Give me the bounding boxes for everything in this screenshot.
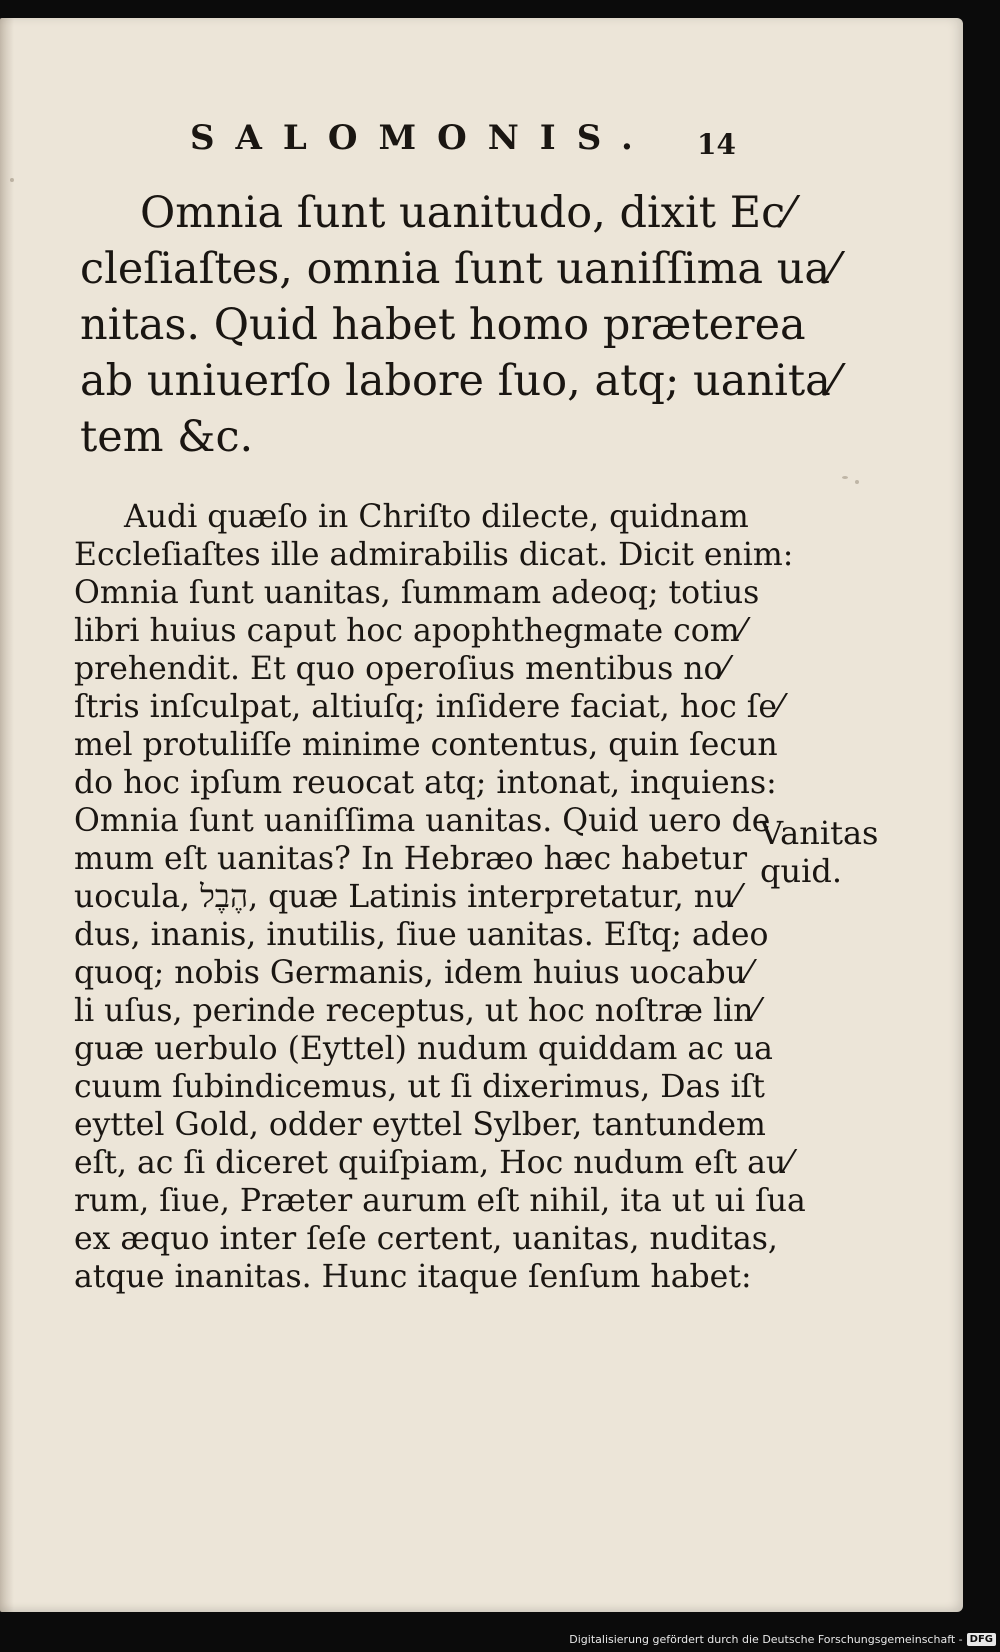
text-line: ſtris inſculpat, altiuſq; inſidere faciat, hoc ſe⁄ — [74, 689, 783, 725]
text-line: Eccleſiaſtes ille admirabilis dicat. Dicit enim: — [74, 537, 794, 573]
marginal-note-line: Vanitas — [760, 814, 879, 852]
text-line: ex ӕquo inter ſeſe certent, uanitas, nuditas, — [74, 1221, 778, 1257]
page-number: 14 — [697, 128, 736, 161]
text-line: Omnia ſunt uaniſſima uanitas. Quid uero de — [74, 803, 771, 839]
text-line: Omnia ſunt uanitas, ſummam adeoq; totius — [74, 575, 760, 611]
verse-line: nitas. Quid habet homo prӕterea — [80, 300, 806, 350]
text-line: dus, inanis, inutilis, ſiue uanitas. Eſtq; adeo — [74, 917, 769, 953]
text-line: rum, ſiue, Prӕter aurum eſt nihil, ita ut ui ſua — [74, 1183, 806, 1219]
text-line: mel protuliſſe minime contentus, quin ſecun — [74, 727, 778, 763]
text-line: li uſus, perinde receptus, ut hoc noſtrӕ lin⁄ — [74, 993, 759, 1029]
ink-speck — [10, 178, 14, 182]
text-line: mum eſt uanitas? In Hebrӕo hӕc habetur — [74, 841, 748, 877]
marginal-note-line: quid. — [760, 852, 842, 890]
text-line: quoq; nobis Germanis, idem huius uocabu⁄ — [74, 955, 752, 991]
text-line: cuum ſubindicemus, ut ſi dixerimus, Das iſt — [74, 1069, 765, 1105]
text-line: eſt, ac ſi diceret quiſpiam, Hoc nudum eſt au⁄ — [74, 1145, 792, 1181]
marginal-note — [760, 814, 878, 890]
verse-line: Omnia ſunt uanitudo, dixit Ec⁄ — [140, 188, 793, 238]
verse-line: cleſiaſtes, omnia ſunt uaniſſima ua⁄ — [80, 244, 838, 294]
text-line: libri huius caput hoc apophthegmate com⁄ — [74, 613, 745, 649]
running-header: SALOMONIS. — [190, 118, 654, 158]
text-line: do hoc ipſum reuocat atq; intonat, inquiens: — [74, 765, 777, 801]
funding-footer — [569, 1628, 996, 1650]
scripture-verse — [80, 185, 838, 465]
text-line: eyttel Gold, odder eyttel Sylber, tantundem — [74, 1107, 766, 1143]
dfg-logo: DFG — [967, 1633, 996, 1646]
ink-speck — [842, 476, 848, 479]
spine-shadow — [0, 18, 14, 1612]
text-line: uocula, הֶבֶל, quӕ Latinis interpretatur, nu⁄ — [74, 879, 740, 915]
verse-line: tem &c. — [80, 412, 254, 462]
text-line: prehendit. Et quo operoſius mentibus no⁄ — [74, 651, 728, 687]
funding-credit: Digitalisierung gefördert durch die Deutsche Forschungsgemeinschaft - — [569, 1632, 963, 1646]
commentary-text — [74, 498, 806, 1296]
text-line: atque inanitas. Hunc itaque ſenſum habet: — [74, 1259, 752, 1295]
ink-speck — [855, 480, 859, 484]
text-line: guӕ uerbulo (Eyttel) nudum quiddam ac ua — [74, 1031, 773, 1067]
text-line: Audi quӕſo in Chriſto dilecte, quidnam — [124, 499, 749, 535]
verse-line: ab uniuerſo labore ſuo, atq; uanita⁄ — [80, 356, 838, 406]
